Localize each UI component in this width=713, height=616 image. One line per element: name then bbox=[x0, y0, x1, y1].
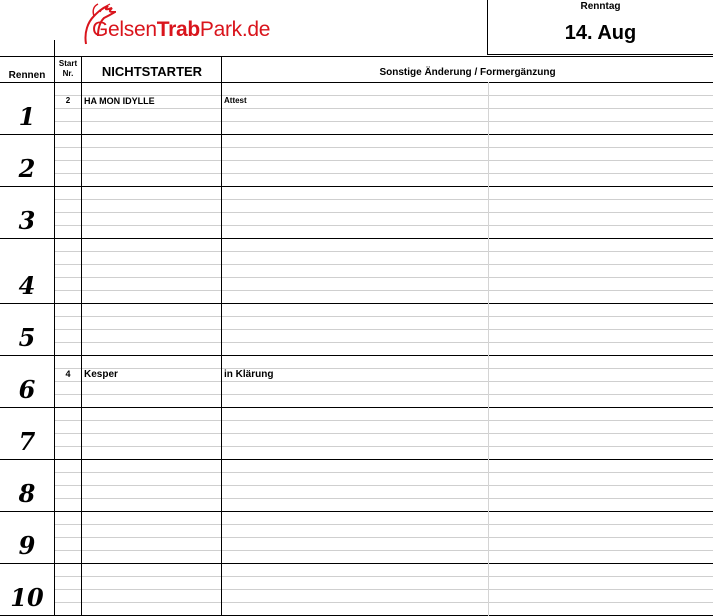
renntag-date: 14. Aug bbox=[564, 22, 637, 44]
grid-line bbox=[55, 394, 713, 395]
column-border bbox=[488, 82, 489, 616]
start-label-line1: Start bbox=[58, 59, 78, 68]
grid-line bbox=[55, 251, 713, 252]
grid-line bbox=[55, 225, 713, 226]
race-number: 4 bbox=[18, 271, 36, 300]
race-number: 10 bbox=[10, 583, 44, 612]
row-border bbox=[0, 407, 713, 408]
column-header-rennen: Rennen bbox=[8, 70, 46, 81]
grid-line bbox=[55, 368, 713, 369]
start-number: 4 bbox=[65, 369, 71, 379]
grid-line bbox=[55, 524, 713, 525]
grid-line bbox=[55, 199, 713, 200]
logo-text: GelsenTrabPark.de bbox=[92, 18, 271, 41]
grid-line bbox=[55, 433, 713, 434]
race-number: 8 bbox=[18, 479, 36, 508]
grid-line bbox=[55, 147, 713, 148]
race-number: 5 bbox=[18, 323, 36, 352]
column-header-nichtstarter: NICHTSTARTER bbox=[101, 64, 203, 79]
grid-line bbox=[55, 602, 713, 603]
row-border bbox=[0, 186, 713, 187]
row-border bbox=[0, 238, 713, 239]
change-note: Attest bbox=[224, 96, 247, 105]
grid-line bbox=[55, 212, 713, 213]
grid-line bbox=[55, 472, 713, 473]
row-border bbox=[0, 459, 713, 460]
grid-line bbox=[55, 121, 713, 122]
row-border bbox=[0, 134, 713, 135]
grid-line bbox=[55, 108, 713, 109]
start-label-line2: Nr. bbox=[62, 69, 74, 78]
gelsentrabpark-logo bbox=[84, 2, 294, 46]
grid-line bbox=[55, 173, 713, 174]
grid-line bbox=[55, 381, 713, 382]
start-number: 2 bbox=[65, 96, 71, 105]
grid-line bbox=[55, 537, 713, 538]
row-border bbox=[0, 303, 713, 304]
grid-line bbox=[55, 576, 713, 577]
row-border bbox=[0, 355, 713, 356]
horse-name: HA MON IDYLLE bbox=[84, 96, 155, 106]
grid-line bbox=[55, 485, 713, 486]
grid-line bbox=[55, 420, 713, 421]
renntag-label: Renntag bbox=[580, 1, 621, 12]
column-header-start-nr bbox=[55, 59, 81, 79]
change-note: in Klärung bbox=[224, 369, 274, 380]
race-number: 6 bbox=[18, 375, 36, 404]
race-number: 9 bbox=[18, 531, 36, 560]
race-number: 1 bbox=[18, 102, 36, 131]
row-border bbox=[0, 511, 713, 512]
race-number: 3 bbox=[18, 206, 36, 235]
grid-line bbox=[55, 329, 713, 330]
grid-line bbox=[55, 160, 713, 161]
column-border bbox=[81, 56, 82, 616]
column-border bbox=[221, 56, 222, 616]
grid-line bbox=[55, 550, 713, 551]
race-number: 2 bbox=[18, 154, 36, 183]
column-header-sonstige: Sonstige Änderung / Formergänzung bbox=[379, 67, 556, 78]
race-number: 7 bbox=[18, 427, 36, 456]
grid-line bbox=[55, 264, 713, 265]
column-border bbox=[54, 40, 55, 616]
grid-line bbox=[55, 498, 713, 499]
grid-line bbox=[55, 316, 713, 317]
grid-line bbox=[55, 342, 713, 343]
grid-line bbox=[55, 290, 713, 291]
grid-line bbox=[55, 589, 713, 590]
grid-line bbox=[55, 277, 713, 278]
grid-line bbox=[55, 446, 713, 447]
row-border bbox=[0, 563, 713, 564]
horse-name: Kesper bbox=[84, 369, 118, 380]
